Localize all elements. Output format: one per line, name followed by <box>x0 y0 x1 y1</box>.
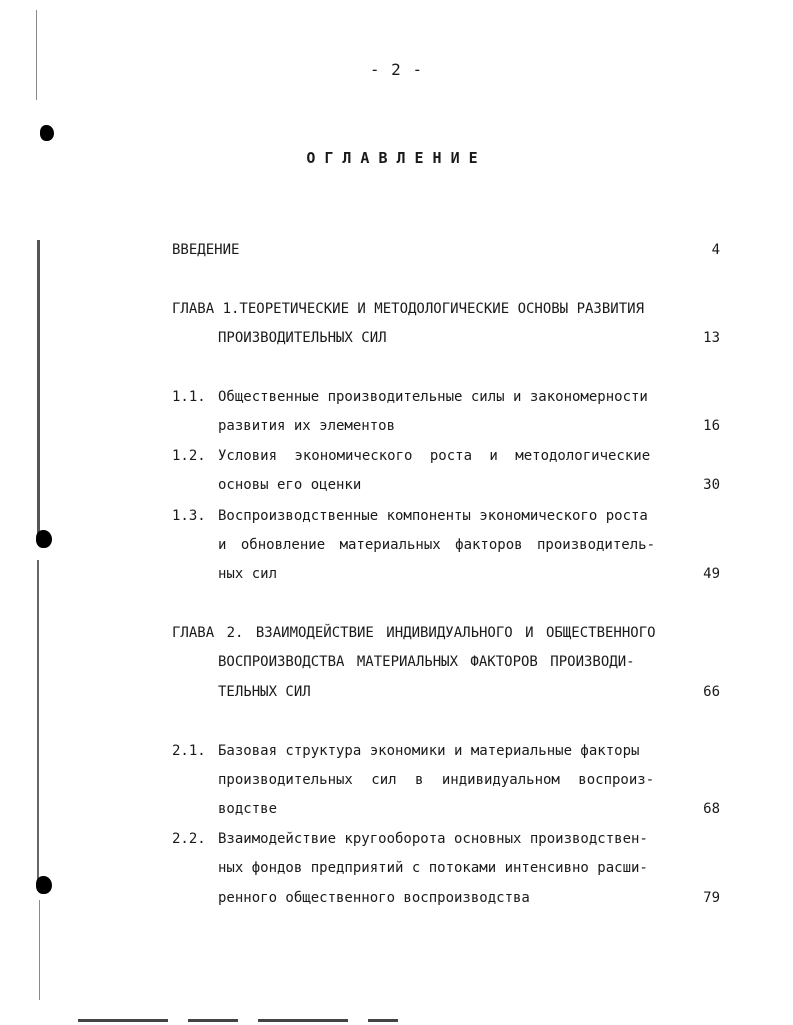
punch-hole-mark <box>36 530 52 548</box>
toc-entry-title: ГЛАВА 2. ВЗАИМОДЕЙСТВИЕ ИНДИВИДУАЛЬНОГО И ОБЩЕСТВЕННОГО <box>172 625 656 641</box>
toc-page-number: 13 <box>703 330 720 346</box>
toc-chapter-1-line-1[interactable] <box>172 299 720 319</box>
toc-section-1-1-line-1[interactable] <box>172 387 720 407</box>
punch-hole-mark <box>40 125 54 141</box>
toc-section-number: 2.2. <box>172 831 206 847</box>
toc-leader-dots <box>281 564 702 584</box>
toc-entry-title: ных сил <box>218 566 278 582</box>
toc-chapter-2-line-1[interactable] <box>172 623 720 643</box>
toc-chapter-2-line-3[interactable] <box>218 682 720 702</box>
toc-entry-title: Общественные производительные силы и закономерности <box>218 389 648 405</box>
toc-entry-title: развития их элементов <box>218 418 396 434</box>
toc-section-1-3-line-3[interactable] <box>218 564 720 584</box>
toc-page-number: 30 <box>703 477 720 493</box>
toc-entry-title: Воспроизводственные компоненты экономического роста <box>218 508 648 524</box>
toc-page-number: 16 <box>703 418 720 434</box>
toc-entry-title: основы его оценки <box>218 477 362 493</box>
toc-page-number: 49 <box>703 566 720 582</box>
toc-section-number: 2.1. <box>172 743 206 759</box>
toc-leader-dots <box>391 328 702 348</box>
toc-leader-dots <box>534 888 702 908</box>
punch-hole-mark <box>36 876 52 894</box>
toc-section-1-3-line-2[interactable] <box>218 535 720 555</box>
toc-page-number: 68 <box>703 801 720 817</box>
toc-section-number: 1.3. <box>172 508 206 524</box>
toc-leader-dots <box>399 416 702 436</box>
toc-section-2-1-line-1[interactable] <box>172 741 720 761</box>
toc-section-2-2-line-2[interactable] <box>218 858 720 878</box>
toc-section-1-2-line-2[interactable] <box>218 475 720 495</box>
toc-entry-title: Базовая структура экономики и материальные факторы <box>218 743 640 759</box>
toc-entry-title: ТЕЛЬНЫХ СИЛ <box>218 684 311 700</box>
toc-leader-dots <box>365 475 702 495</box>
toc-leader-dots <box>243 240 702 260</box>
toc-section-2-2-line-1[interactable] <box>172 829 720 849</box>
page-title: ОГЛАВЛЕНИЕ <box>306 149 487 167</box>
toc-section-2-1-line-3[interactable] <box>218 799 720 819</box>
toc-leader-dots <box>281 799 702 819</box>
toc-entry-title: ренного общественного воспроизводства <box>218 890 530 906</box>
toc-page-number: 4 <box>711 242 720 258</box>
toc-entry-title: производительных сил в индивидуальном воспроиз- <box>218 772 655 788</box>
toc-entry-title: ВОСПРОИЗВОДСТВА МАТЕРИАЛЬНЫХ ФАКТОРОВ ПРОИЗВОДИ- <box>218 654 635 670</box>
toc-page-number: 79 <box>703 890 720 906</box>
toc-entry-title: ГЛАВА 1.ТЕОРЕТИЧЕСКИЕ И МЕТОДОЛОГИЧЕСКИЕ ОСНОВЫ РАЗВИТИЯ <box>172 301 645 317</box>
toc-entry-title: ных фондов предприятий с потоками интенсивно расши- <box>218 860 648 876</box>
toc-entry-title: ПРОИЗВОДИТЕЛЬНЫХ СИЛ <box>218 330 387 346</box>
toc-section-1-2-line-1[interactable] <box>172 446 720 466</box>
toc-section-1-1-line-2[interactable] <box>218 416 720 436</box>
toc-entry-title: водстве <box>218 801 278 817</box>
toc-entry-title: Взаимодействие кругооборота основных производствен- <box>218 831 648 847</box>
toc-entry-title: Условия экономического роста и методологические <box>218 448 651 464</box>
toc-chapter-2-line-2[interactable] <box>218 652 720 672</box>
bottom-scan-artifact <box>78 1019 398 1022</box>
toc-section-number: 1.2. <box>172 448 206 464</box>
toc-page-number: 66 <box>703 684 720 700</box>
toc-section-2-2-line-3[interactable] <box>218 888 720 908</box>
toc-entry-title: ВВЕДЕНИЕ <box>172 242 240 258</box>
toc-chapter-1-line-2[interactable] <box>218 328 720 348</box>
toc-leader-dots <box>315 682 702 702</box>
page-number: - 2 - <box>369 60 424 79</box>
toc-section-1-3-line-1[interactable] <box>172 506 720 526</box>
toc-entry-intro[interactable] <box>172 240 720 260</box>
toc-entry-title: и обновление материальных факторов производитель- <box>218 537 656 553</box>
toc-section-2-1-line-2[interactable] <box>218 770 720 790</box>
toc-section-number: 1.1. <box>172 389 206 405</box>
